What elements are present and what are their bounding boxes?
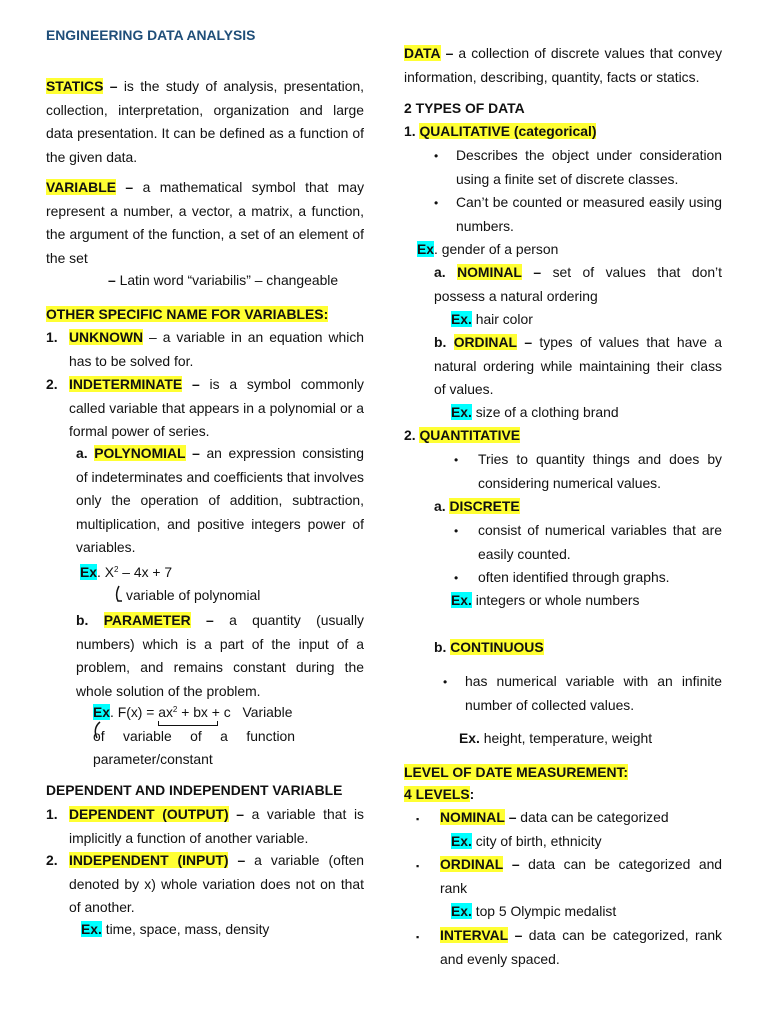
statics-definition [46, 75, 364, 169]
level-nominal-term: NOMINAL [440, 809, 505, 825]
continuous-example-text: height, temperature, weight [483, 730, 653, 746]
sub-letter: b. [434, 334, 447, 350]
discrete-heading [434, 495, 520, 519]
qualitative-bullet-2: Can’t be counted or measured easily using numbers. [456, 194, 722, 234]
statics-term: STATICS [46, 78, 104, 94]
discrete-bullet-2: often identified through graphs. [478, 569, 670, 585]
polynomial-def: an expression consisting of indeterminates and coefficients that involves only the operation of addition, subtraction, multiplication, and positive integers power of variables. [76, 445, 365, 555]
variable-definition [46, 176, 364, 270]
dash: – [508, 809, 517, 825]
dash: – [524, 334, 533, 350]
unknown-term: UNKNOWN [69, 329, 144, 345]
ordinal-example-text: size of a clothing brand [475, 404, 619, 420]
latin-text: Latin word “variabilis” – changeable [119, 272, 339, 288]
list-number: 1. [404, 123, 416, 139]
list-number: 2. [46, 852, 58, 868]
bullet-icon: • [434, 149, 439, 163]
dash: – [125, 179, 134, 195]
ordinal-definition [434, 331, 722, 402]
quantitative-bullet-1: Tries to quantity things and does by considering numerical values. [478, 451, 722, 491]
bullet-icon: • [443, 675, 448, 689]
dash: – [108, 272, 116, 288]
level-interval [440, 924, 722, 971]
dependent-def: a variable that is implicitly a function of another variable. [69, 806, 364, 846]
bullet-icon: • [434, 196, 439, 210]
example-label: Ex. [459, 730, 480, 746]
expr-sup: 2 [172, 705, 178, 714]
unknown-item [46, 326, 364, 373]
continuous-example [459, 727, 652, 751]
parameter-def: a quantity (usually numbers) which is a part of the input of a problem, and remains constant during the whole solution of the problem. [76, 612, 364, 699]
sub-letter: a. [434, 498, 446, 514]
ordinal-example [451, 401, 619, 425]
data-def: a collection of discrete values that convey information, describing, quantity, facts or statics. [404, 45, 723, 85]
bullet-icon: • [454, 571, 459, 585]
qualitative-example [417, 238, 558, 262]
level-nominal-def: data can be categorized [520, 809, 669, 825]
parameter-definition [76, 609, 364, 703]
nominal-def: set of values that don’t possess a natural ordering [434, 264, 722, 304]
dash: – [109, 78, 118, 94]
dash: – [192, 445, 200, 461]
list-number: 1. [46, 329, 58, 345]
dash: – [237, 852, 246, 868]
data-term: DATA [404, 45, 441, 61]
expr-sup: 2 [113, 565, 119, 574]
level-heading [404, 761, 628, 785]
dependent-heading: DEPENDENT AND INDEPENDENT VARIABLE [46, 782, 343, 798]
example-label: Ex. [451, 592, 472, 608]
page-title: ENGINEERING DATA ANALYSIS [46, 27, 256, 43]
qualitative-heading [404, 120, 596, 144]
expr-pre: F(x) = ax [117, 704, 173, 720]
data-definition [404, 42, 722, 89]
sub-letter: b. [434, 639, 447, 655]
qualitative-example-text: . gender of a person [434, 241, 559, 257]
discrete-bullet-1: consist of numerical variables that are easily counted. [478, 522, 722, 562]
independent-example-text: time, space, mass, density [105, 921, 270, 937]
ordinal-def: types of values that have a natural ordering while maintaining their class of values. [434, 334, 723, 397]
polynomial-definition [76, 442, 364, 560]
expr-post: + bx + c [181, 704, 231, 720]
dash: – [236, 806, 244, 822]
other-names-heading-text: OTHER SPECIFIC NAME FOR VARIABLES: [46, 306, 329, 322]
sub-letter: b. [76, 612, 89, 628]
unknown-def: – a variable in an equation which has to be solved for. [69, 329, 364, 369]
levels-heading [404, 783, 474, 807]
independent-term: INDEPENDENT (INPUT) [69, 852, 229, 868]
bullet-icon: ▪ [416, 814, 420, 824]
dependent-term: DEPENDENT (OUTPUT) [69, 806, 229, 822]
polynomial-note: variable of polynomial [126, 587, 261, 603]
continuous-bullet-1: has numerical variable with an infinite number of collected values. [465, 673, 722, 713]
example-label: Ex. [451, 311, 472, 327]
quantitative-heading [404, 424, 520, 448]
level-nominal [440, 806, 669, 830]
list-number: 1. [46, 806, 58, 822]
level-interval-def: data can be categorized, rank and evenly spaced. [440, 927, 723, 967]
quantitative-term: QUANTITATIVE [419, 427, 521, 443]
nominal-term: NOMINAL [457, 264, 522, 280]
indeterminate-def: is a symbol commonly called variable that appears in a polynomial or a formal power of series. [69, 376, 365, 439]
expr-rest: – 4x + 7 [122, 564, 173, 580]
level-ordinal-example-text: top 5 Olympic medalist [475, 903, 617, 919]
indeterminate-item [46, 373, 364, 444]
dash: – [192, 376, 200, 392]
unknown-text-block [69, 326, 364, 373]
independent-def: a variable (often denoted by x) whole variation does not on that of another. [69, 852, 365, 915]
nominal-definition [434, 261, 722, 308]
bullet-icon: • [454, 453, 459, 467]
parameter-example: Ex. $F(x) = ax^2$ + bx + c Variable [93, 704, 293, 720]
list-number: 2. [404, 427, 416, 443]
level-ordinal-term: ORDINAL [440, 856, 504, 872]
expr-tail: Variable [242, 704, 293, 720]
example-label: Ex. [451, 404, 472, 420]
dash: – [445, 45, 454, 61]
discrete-example-text: integers or whole numbers [475, 592, 640, 608]
continuous-term: CONTINUOUS [450, 639, 544, 655]
types-heading: 2 TYPES OF DATA [404, 100, 525, 116]
polynomial-term: POLYNOMIAL [94, 445, 186, 461]
dash: – [514, 927, 523, 943]
level-nominal-example [451, 830, 602, 854]
polynomial-example: Ex. $X^2 - 4x + 7$ [80, 564, 173, 580]
discrete-term: DISCRETE [449, 498, 520, 514]
bullet-icon: ▪ [416, 932, 420, 942]
example-label: Ex. [81, 921, 102, 937]
parameter-term: PARAMETER [103, 612, 191, 628]
dependent-item [46, 803, 364, 850]
sub-letter: a. [76, 445, 88, 461]
level-interval-term: INTERVAL [440, 927, 509, 943]
latin-note [108, 269, 338, 293]
indeterminate-text-block [69, 373, 364, 444]
bullet-icon: ▪ [416, 861, 420, 871]
example-label: Ex. [451, 903, 472, 919]
indeterminate-term: INDETERMINATE [69, 376, 183, 392]
dash: – [533, 264, 542, 280]
qualitative-bullet-1: Describes the object under consideration using a finite set of discrete classes. [456, 147, 722, 187]
nominal-example [451, 308, 533, 332]
independent-example [81, 918, 269, 942]
example-label: Ex [80, 564, 97, 580]
level-heading-text: LEVEL OF DATE MEASUREMENT: [404, 764, 629, 780]
example-label: Ex [417, 241, 434, 257]
parameter-example-line2: of variable of a function [93, 728, 295, 744]
level-ordinal [440, 853, 722, 900]
dependent-text-block [69, 803, 364, 850]
parameter-example-line3: parameter/constant [93, 751, 213, 767]
variable-text: a mathematical symbol that may represent a number, a vector, a matrix, a function, the argument of the function, a set of an element of the set [46, 179, 365, 266]
colon: : [469, 786, 475, 802]
discrete-example [451, 589, 639, 613]
dash: – [206, 612, 214, 628]
ordinal-term: ORDINAL [453, 334, 517, 350]
nominal-example-text: hair color [475, 311, 533, 327]
example-label: Ex. [451, 833, 472, 849]
list-number: 2. [46, 376, 58, 392]
independent-item [46, 849, 364, 920]
level-ordinal-def: data can be categorized and rank [440, 856, 723, 896]
other-names-heading [46, 303, 328, 327]
statics-text: is the study of analysis, presentation, collection, interpretation, organization and large data presentation. It can be defined as a function of the given data. [46, 78, 365, 165]
level-ordinal-example [451, 900, 616, 924]
variable-term: VARIABLE [46, 179, 116, 195]
example-label: Ex [93, 704, 110, 720]
bullet-icon: • [454, 524, 459, 538]
continuous-heading [434, 636, 544, 660]
sub-letter: a. [434, 264, 446, 280]
levels-term: 4 LEVELS [404, 786, 470, 802]
qualitative-term: QUALITATIVE (categorical) [419, 123, 597, 139]
expr-x: X [104, 564, 114, 580]
independent-text-block [69, 849, 364, 920]
level-nominal-example-text: city of birth, ethnicity [475, 833, 602, 849]
curved-arrow-icon [114, 584, 124, 604]
dash: – [511, 856, 520, 872]
